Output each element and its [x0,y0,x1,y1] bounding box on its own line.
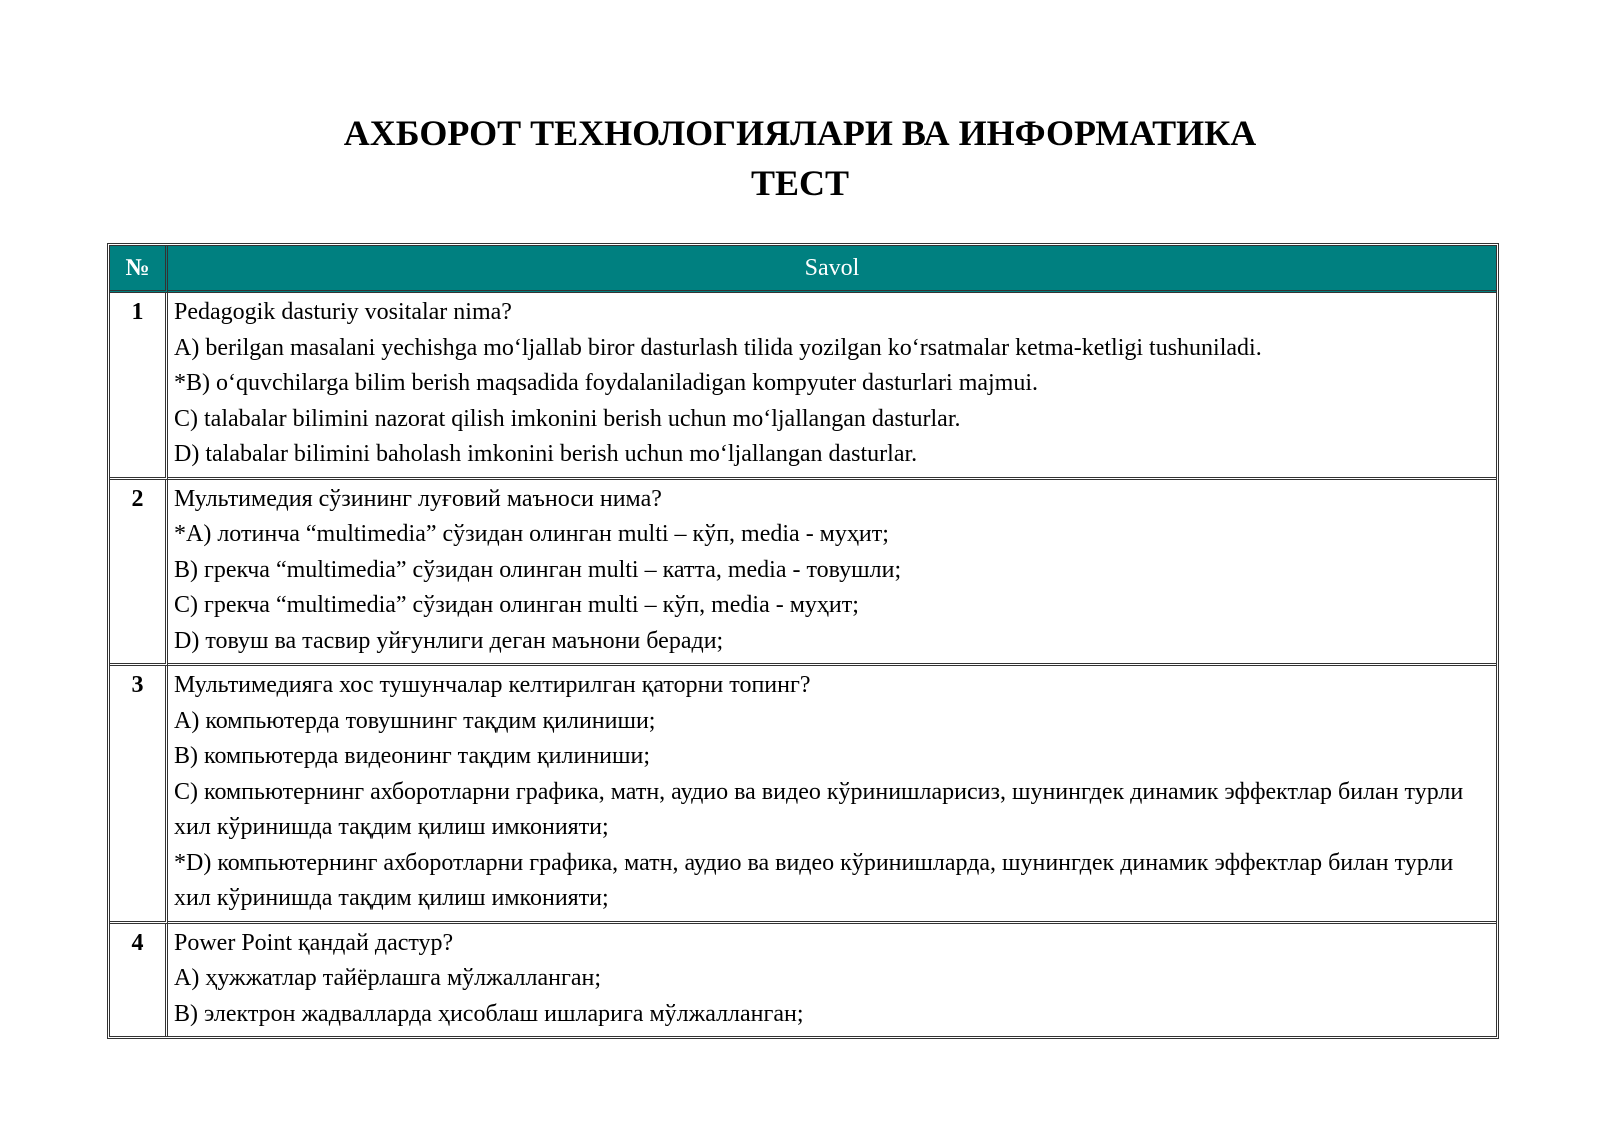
question-cell [168,293,1496,480]
question-number: 3 [110,666,168,924]
question-text: Мультимедияга хос тушунчалар келтирилган қаторни топинг? [174,672,811,698]
table-row [110,924,1496,1037]
answer-option: B) грекча “multimedia” сўзидан олинган multi – катта, media - товушли; [174,556,902,583]
table-row [110,666,1496,924]
title-line-1: АХБОРОТ ТЕХНОЛОГИЯЛАРИ ВА ИНФОРМАТИКА [343,113,1257,153]
question-text: Power Point қандай дастур? [174,929,454,956]
answer-option: C) talabalar bilimini nazorat qilish imkonini berish uchun mo‘ljallangan dasturlar. [174,405,961,432]
table-row [110,293,1496,480]
question-cell [168,480,1496,667]
title-line-2: ТЕСТ [750,163,850,203]
table-row [110,480,1496,667]
header-question: Savol [168,246,1496,293]
answer-option: C) грекча “multimedia” сўзидан олинган multi – кўп, media - муҳит; [174,592,859,618]
answer-option: D) товуш ва тасвир уйғунлиги деган маънони беради; [174,627,724,654]
question-cell [168,666,1496,924]
answer-option: A) berilgan masalani yechishga mo‘ljallab biror dasturlash tilida yozilgan ko‘rsatmalar ketma-ketligi tushuniladi. [174,334,1262,361]
question-number: 4 [110,924,168,1037]
question-text: Мультимедия сўзининг луғовий маъноси нима? [174,485,662,512]
answer-option: B) электрон жадвалларда ҳисоблаш ишларига мўлжалланган; [174,1000,804,1027]
answer-option: *D) компьютернинг ахборотларни графика, матн, аудио ва видео кўринишларда, шунингдек динамик эффектлар билан турли хил кўринишда тақдим қилиш имконияти; [174,849,1454,911]
header-number: № [110,246,168,293]
answer-option: A) ҳужжатлар тайёрлашга мўлжалланган; [174,965,602,991]
answer-option: C) компьютернинг ахборотларни графика, матн, аудио ва видео кўринишларисиз, шунингдек динамик эффектлар билан турли хил кўринишда тақдим қилиш имконияти; [174,778,1464,840]
answer-option: *A) лотинча “multimedia” сўзидан олинган multi – кўп, media - муҳит; [174,521,889,547]
question-text: Pedagogik dasturiy vositalar nima? [174,299,512,325]
question-number: 2 [110,480,168,667]
document-title [0,108,1600,208]
answer-option: B) компьютерда видеонинг тақдим қилиниши; [174,743,651,769]
test-table [107,243,1499,1039]
question-cell [168,924,1496,1037]
answer-option: *B) o‘quvchilarga bilim berish maqsadida foydalaniladigan kompyuter dasturlari majmui. [174,370,1039,396]
table-header-row [110,246,1496,293]
answer-option: A) компьютерда товушнинг тақдим қилиниши; [174,707,656,734]
answer-option: D) talabalar bilimini baholash imkonini berish uchun mo‘ljallangan dasturlar. [174,441,918,467]
question-number: 1 [110,293,168,480]
